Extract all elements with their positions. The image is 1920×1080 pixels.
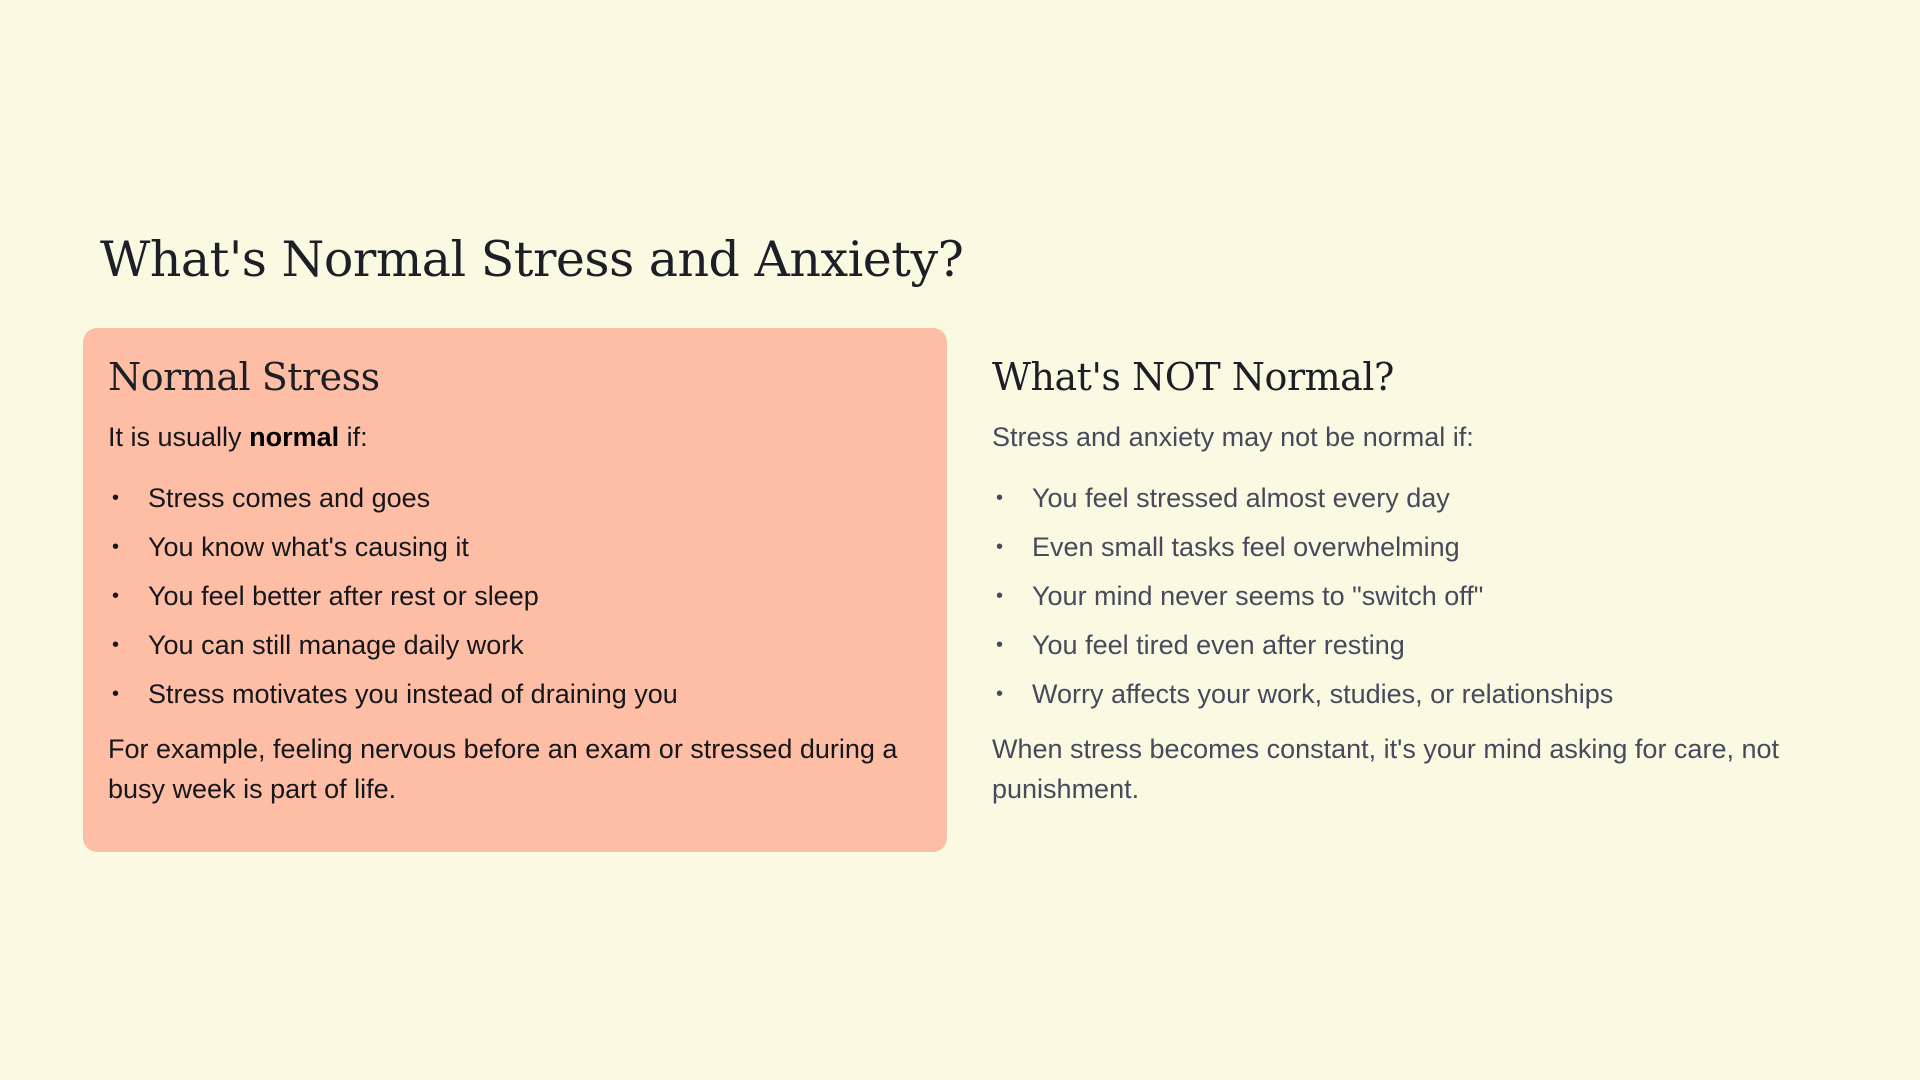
list-item <box>108 523 923 572</box>
bullet-icon: • <box>112 585 120 607</box>
bullet-icon: • <box>996 683 1004 705</box>
normal-stress-heading: Normal Stress <box>108 355 380 399</box>
not-normal-section <box>992 328 1852 809</box>
normal-stress-example: For example, feeling nervous before an exam or stressed during a busy week is part of life. <box>108 734 898 804</box>
intro-prefix: It is usually <box>108 422 242 452</box>
not-normal-heading: What's NOT Normal? <box>992 355 1394 399</box>
list-item-text: You feel better after rest or sleep <box>148 581 539 611</box>
list-item-text: Even small tasks feel overwhelming <box>1032 532 1460 562</box>
not-normal-intro: Stress and anxiety may not be normal if: <box>992 422 1474 452</box>
list-item <box>992 572 1852 621</box>
list-item <box>108 621 923 670</box>
not-normal-list <box>992 474 1852 719</box>
bullet-icon: • <box>112 634 120 656</box>
normal-stress-card <box>83 328 947 852</box>
bullet-icon: • <box>996 634 1004 656</box>
bullet-icon: • <box>996 536 1004 558</box>
bullet-icon: • <box>112 683 120 705</box>
slide-title: What's Normal Stress and Anxiety? <box>100 231 964 288</box>
list-item-text: You feel stressed almost every day <box>1032 483 1450 513</box>
list-item-text: You can still manage daily work <box>148 630 524 660</box>
list-item-text: You know what's causing it <box>148 532 469 562</box>
bullet-icon: • <box>996 487 1004 509</box>
bullet-icon: • <box>112 487 120 509</box>
normal-stress-intro <box>108 412 923 462</box>
list-item <box>992 474 1852 523</box>
intro-suffix: if: <box>346 422 368 452</box>
list-item-text: Your mind never seems to "switch off" <box>1032 581 1484 611</box>
list-item <box>108 572 923 621</box>
not-normal-note: When stress becomes constant, it's your mind asking for care, not punishment. <box>992 734 1779 804</box>
list-item <box>992 621 1852 670</box>
list-item-text: You feel tired even after resting <box>1032 630 1405 660</box>
list-item <box>108 670 923 719</box>
list-item-text: Stress comes and goes <box>148 483 431 513</box>
bullet-icon: • <box>996 585 1004 607</box>
list-item <box>992 523 1852 572</box>
normal-stress-list <box>108 474 923 719</box>
list-item-text: Stress motivates you instead of draining you <box>148 679 678 709</box>
bullet-icon: • <box>112 536 120 558</box>
list-item <box>992 670 1852 719</box>
list-item-text: Worry affects your work, studies, or relationships <box>1032 679 1614 709</box>
list-item <box>108 474 923 523</box>
intro-bold-word: normal <box>249 422 340 452</box>
